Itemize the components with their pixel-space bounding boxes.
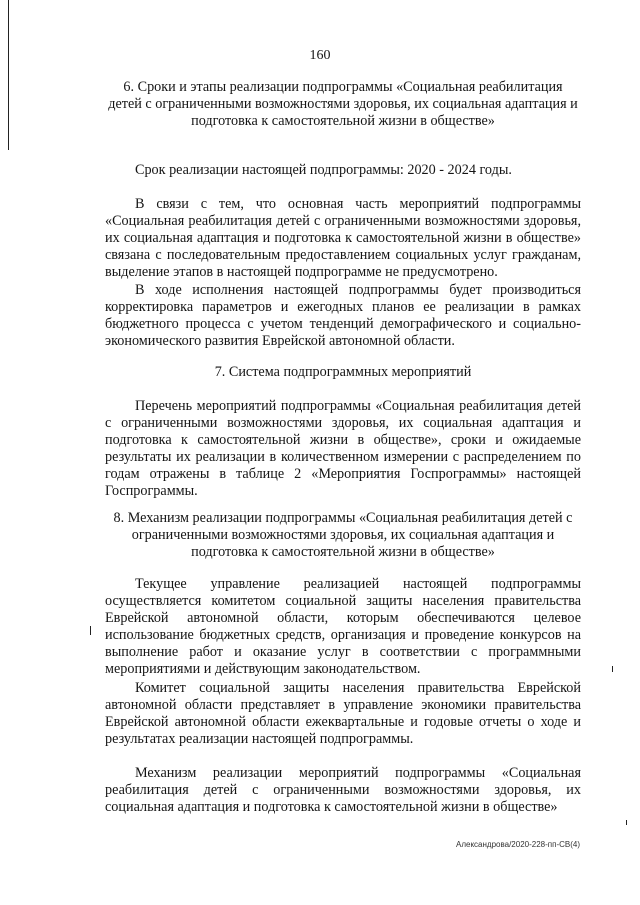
section-8-paragraph-3: Механизм реализации мероприятий подпрограммы «Социальная реабилитация детей с ограниченными возможностями здоровья, их социальная адаптация и подготовка к самостоятельной жизни в обществе» [105, 765, 581, 815]
section-6-heading: 6. Сроки и этапы реализации подпрограммы «Социальная реабилитация детей с ограниченными возможностями здоровья, их социальная адаптация и подготовка к самостоятельной жизни в обществе» [108, 79, 578, 129]
section-7-paragraph-1: Перечень мероприятий подпрограммы «Социальная реабилитация детей с ограниченными возможностями здоровья, их социальная адаптация и подготовка к самостоятельной жизни в обществе», сроки и ожидаемые результаты их реализации в количественном измерении с распределением по годам отражены в таблице 2 «Мероприятия Госпрограммы» настоящей Госпрограммы. [105, 398, 581, 499]
document-footer-code: Александрова/2020-228-пп-СВ(4) [456, 840, 580, 849]
scan-edge-tick [90, 626, 91, 635]
section-6-paragraph-1: Срок реализации настоящей подпрограммы: 2020 - 2024 годы. [135, 162, 512, 178]
scan-edge-tick [626, 820, 627, 825]
section-6-paragraph-2: В связи с тем, что основная часть мероприятий подпрограммы «Социальная реабилитация детей с ограниченными возможностями здоровья, их социальная адаптация и подготовка к самостоятельной жизни в обществе» связана с последовательным предоставлением социальных услуг гражданам, выделение этапов в настоящей подпрограмме не предусмотрено. [105, 196, 581, 280]
scan-edge-tick [612, 666, 613, 672]
section-8-heading: 8. Механизм реализации подпрограммы «Социальная реабилитация детей с ограниченными возможностями здоровья, их социальная адаптация и подготовка к самостоятельной жизни в обществе» [113, 510, 573, 560]
scan-edge-line [8, 0, 9, 150]
section-6-paragraph-3: В ходе исполнения настоящей подпрограммы будет производиться корректировка параметров и ежегодных планов ее реализации в рамках бюджетного процесса с учетом тенденций демографического и социально-экономического развития Еврейской автономной области. [105, 282, 581, 349]
page-number: 160 [309, 48, 331, 63]
section-8-paragraph-2: Комитет социальной защиты населения правительства Еврейской автономной области представляет в управление экономики правительства Еврейской автономной области ежеквартальные и годовые отчеты о ходе и результатах реализации настоящей подпрограммы. [105, 680, 581, 747]
section-7-heading: 7. Система подпрограммных мероприятий [214, 364, 472, 380]
section-8-paragraph-1: Текущее управление реализацией настоящей подпрограммы осуществляется комитетом социальной защиты населения правительства Еврейской автономной области, которым обеспечиваются целевое использование бюджетных средств, организация и проведение конкурсов на выполнение работ и оказание услуг в соответствии с программными мероприятиями и действующим законодательством. [105, 576, 581, 677]
